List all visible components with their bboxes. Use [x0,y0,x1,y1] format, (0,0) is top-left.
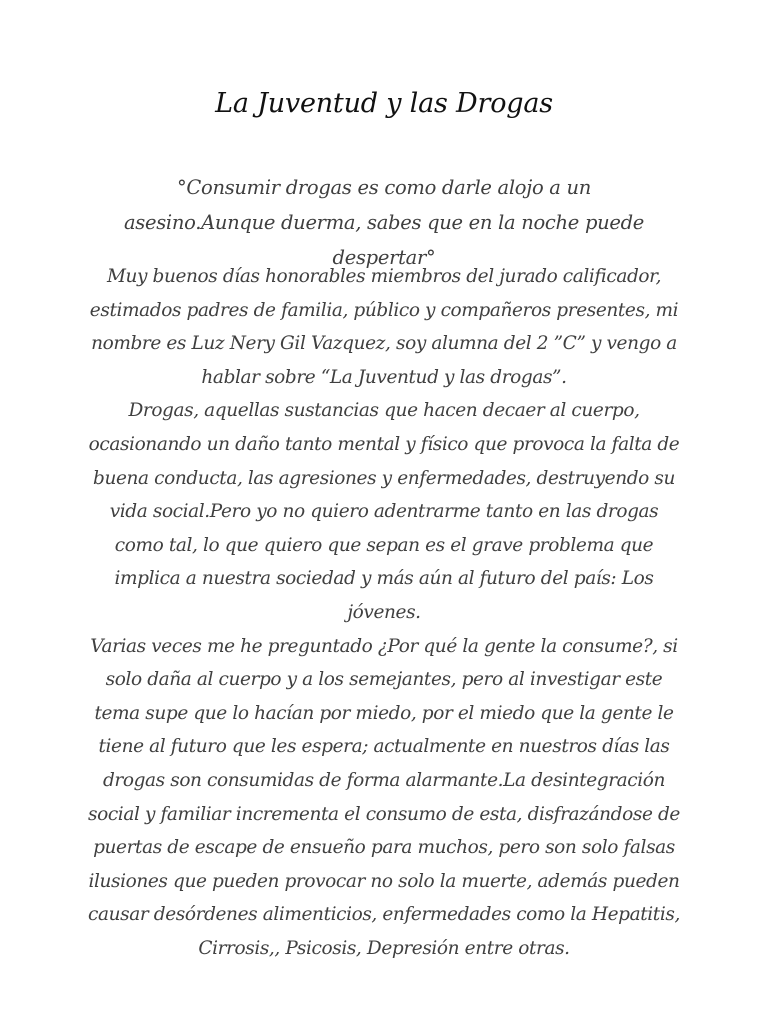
paragraph-definition: Drogas, aquellas sustancias que hacen decaer al cuerpo, ocasionando un daño tanto mental y físico que provoca la falta de buena conducta, las agresiones y enfermedades, destruyendo su vida social.Pero yo no quiero adentrarme tanto en las drogas como tal, lo que quiero que sepan es el grave problema que implica a nuestra sociedad y más aún al futuro del país: Los jóvenes. [88,400,680,623]
paragraph-introduction: Muy buenos días honorables miembros del jurado calificador, estimados padres de familia, público y compañeros presentes, mi nombre es Luz Nery Gil Vazquez, soy alumna del 2 ”C” y vengo a hablar sobre “La Juventud y las drogas”. [89,266,679,388]
paragraph-reasons: Varias veces me he preguntado ¿Por qué la gente la consume?, si solo daña al cuerpo y a los semejantes, pero al investigar este tema supe que lo hacían por miedo, por el miedo que la gente le tiene al futuro que les espera; actualmente en nuestros días las drogas son consumidas de forma alarmante.La desintegración social y familiar incrementa el consumo de esta, disfrazándose de puertas de escape de ensueño para muchos, pero son solo falsas ilusiones que pueden provocar no solo la muerte, además pueden causar desórdenes alimenticios, enfermedades como la Hepatitis, Cirrosis,, Psicosis, Depresión entre otras. [88,635,680,959]
document-body [84,260,684,965]
epigraph-quote: °Consumir drogas es como darle alojo a un asesino.Aunque duerma, sabes que en la noche puede despertar° [123,176,645,269]
document-title: La Juventud y las Drogas [215,88,553,119]
